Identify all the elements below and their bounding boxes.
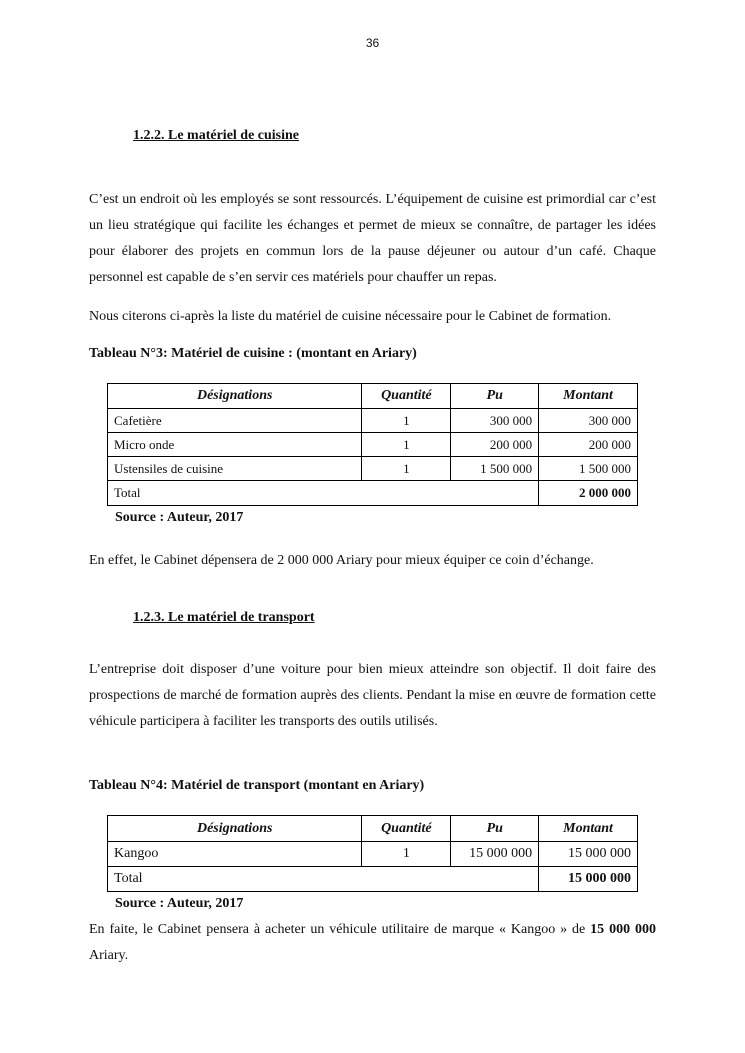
cell-unit-price: 1 500 000 <box>451 457 539 481</box>
cell-amount: 300 000 <box>539 409 638 433</box>
kitchen-intro: Nous citerons ci-après la liste du matériel de cuisine nécessaire pour le Cabinet de formation. <box>89 309 612 324</box>
conclusion-text: En faite, le Cabinet pensera à acheter un véhicule utilitaire de marque « Kangoo » de <box>89 922 586 937</box>
table3-source: Source : Auteur, 2017 <box>115 510 244 525</box>
total-label: Total <box>108 867 539 892</box>
table-row <box>108 457 638 481</box>
table-row <box>108 433 638 457</box>
cell-unit-price: 300 000 <box>451 409 539 433</box>
kitchen-paragraph: C’est un endroit où les employés se sont ressourcés. L’équipement de cuisine est primordial car c’est un lieu stratégique qui facilite les échanges et permet de mieux se connaître, de partager les idées pour élaborer des projets en commun lors de la pause déjeuner ou autour d’un café. Chaque personnel est capable de s’en servir ces matériels pour chauffer un repas. <box>89 192 656 285</box>
table-row <box>108 409 638 433</box>
cell-amount: 1 500 000 <box>539 457 638 481</box>
header-unit-price: Pu <box>451 384 539 409</box>
cell-amount: 200 000 <box>539 433 638 457</box>
header-quantity: Quantité <box>362 384 451 409</box>
total-label: Total <box>108 481 539 506</box>
page-number: 36 <box>365 36 380 50</box>
section-heading-transport: 1.2.3. Le matériel de transport <box>133 610 315 625</box>
header-amount: Montant <box>539 384 638 409</box>
table3-caption: Tableau N°3: Matériel de cuisine : (montant en Ariary) <box>89 346 417 361</box>
table-header-row <box>108 816 638 842</box>
header-unit-price: Pu <box>451 816 539 842</box>
cell-designation: Kangoo <box>108 842 362 867</box>
cell-designation: Ustensiles de cuisine <box>108 457 362 481</box>
cell-quantity: 1 <box>362 457 451 481</box>
cell-unit-price: 15 000 000 <box>451 842 539 867</box>
cell-unit-price: 200 000 <box>451 433 539 457</box>
table4-caption: Tableau N°4: Matériel de transport (montant en Ariary) <box>89 778 425 793</box>
table-header-row <box>108 384 638 409</box>
cell-quantity: 1 <box>362 842 451 867</box>
cell-designation: Micro onde <box>108 433 362 457</box>
cell-designation: Cafetière <box>108 409 362 433</box>
table4-source: Source : Auteur, 2017 <box>115 896 244 911</box>
cell-quantity: 1 <box>362 433 451 457</box>
table-row <box>108 842 638 867</box>
transport-conclusion <box>89 917 656 969</box>
conclusion-currency: Ariary. <box>89 948 129 963</box>
total-value: 2 000 000 <box>539 481 638 506</box>
section-heading-kitchen: 1.2.2. Le matériel de cuisine <box>133 128 300 143</box>
table-total-row <box>108 867 638 892</box>
kitchen-conclusion: En effet, le Cabinet dépensera de 2 000 000 Ariary pour mieux équiper ce coin d’échange. <box>89 553 594 568</box>
transport-table <box>107 815 638 892</box>
header-designations: Désignations <box>108 384 362 409</box>
conclusion-amount: 15 000 000 <box>590 922 657 937</box>
table-total-row <box>108 481 638 506</box>
transport-paragraph: L’entreprise doit disposer d’une voiture pour bien mieux atteindre son objectif. Il doit faire des prospections de marché de formation auprès des clients. Pendant la mise en œuvre de formation cette véhicule participera à faciliter les transports des outils utilisés. <box>89 662 656 729</box>
header-quantity: Quantité <box>362 816 451 842</box>
kitchen-table <box>107 383 638 506</box>
header-amount: Montant <box>539 816 638 842</box>
total-value: 15 000 000 <box>539 867 638 892</box>
cell-quantity: 1 <box>362 409 451 433</box>
header-designations: Désignations <box>108 816 362 842</box>
cell-amount: 15 000 000 <box>539 842 638 867</box>
